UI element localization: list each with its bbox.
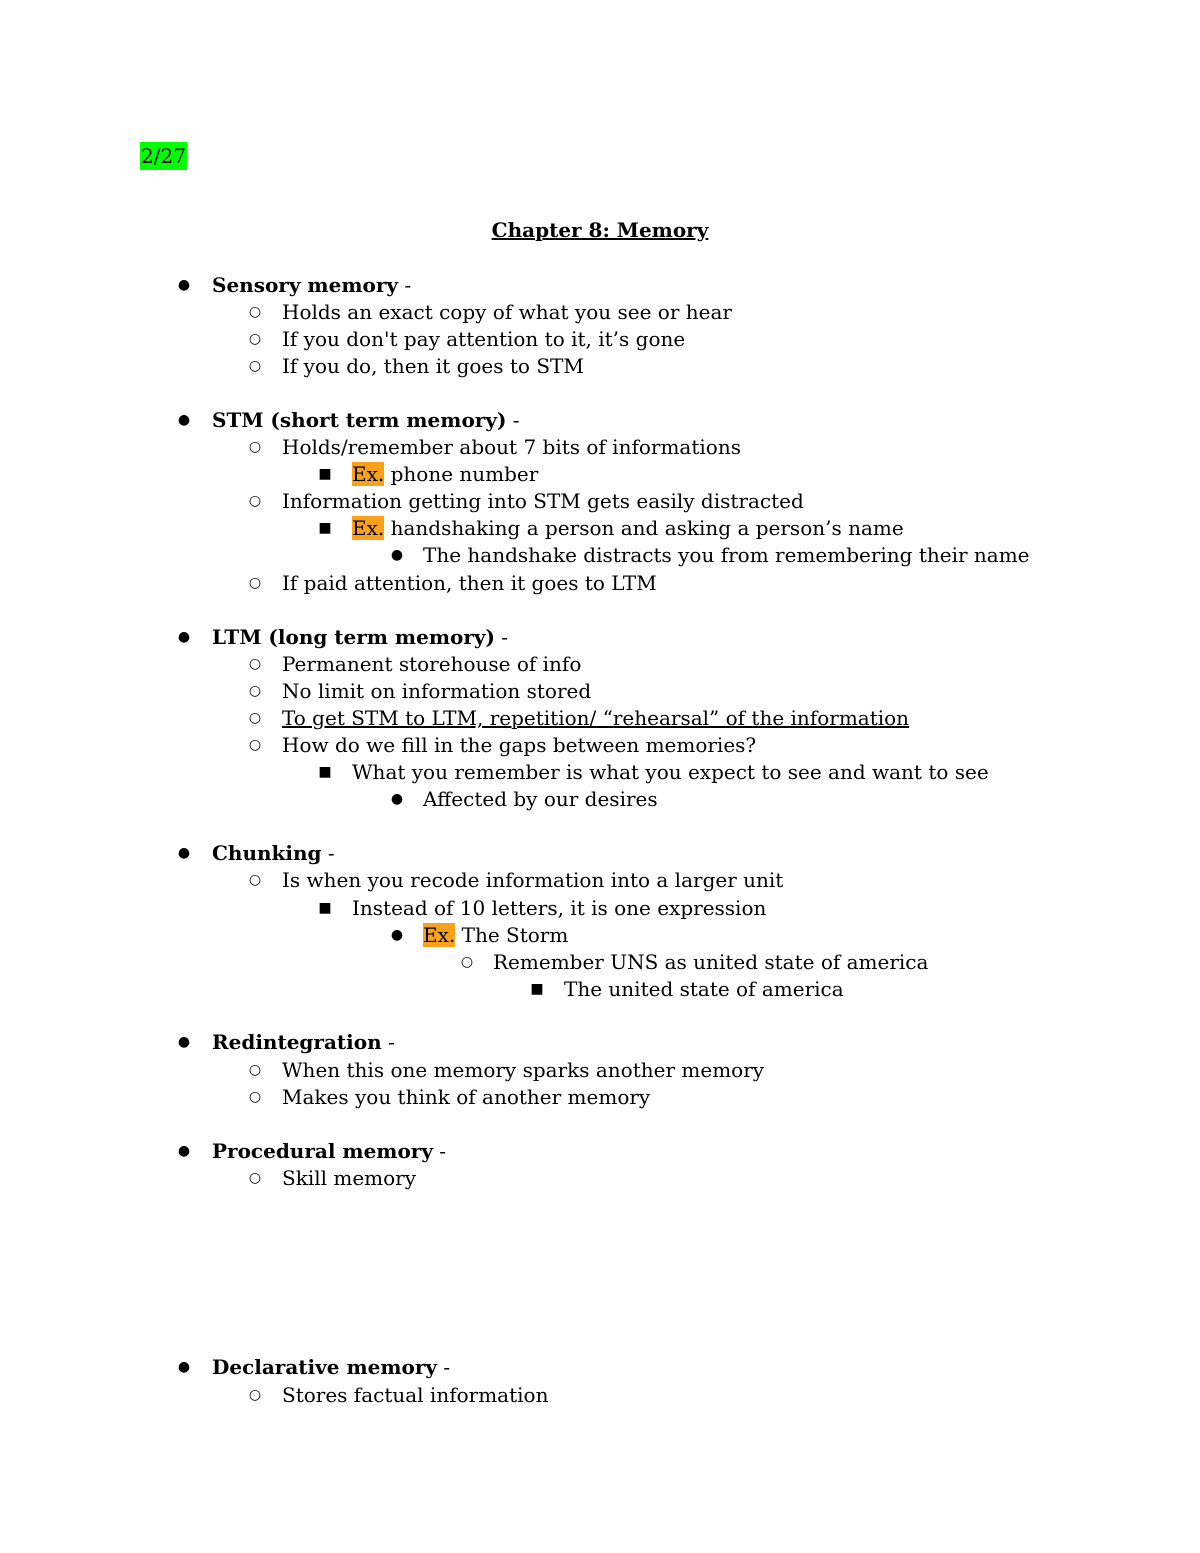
list-item: Makes you think of another memory <box>282 1085 651 1109</box>
square-bullet-icon: ■ <box>318 900 332 916</box>
bullet-icon: ● <box>177 277 191 293</box>
list-item: Stores factual information <box>282 1383 549 1407</box>
list-item: If you do, then it goes to STM <box>282 354 584 378</box>
circle-bullet-icon: ○ <box>248 331 262 347</box>
section-heading-chunking: Chunking - <box>212 841 335 865</box>
list-item: To get STM to LTM, repetition/ “rehearsal” of the information <box>282 706 910 730</box>
example-item: Ex. The Storm <box>423 923 569 947</box>
circle-bullet-icon: ○ <box>248 358 262 374</box>
list-item: Instead of 10 letters, it is one expression <box>352 896 767 920</box>
list-item: Skill memory <box>282 1166 417 1190</box>
bullet-icon: ● <box>177 1034 191 1050</box>
circle-bullet-icon: ○ <box>248 1170 262 1186</box>
list-item: What you remember is what you expect to see and want to see <box>352 760 989 784</box>
square-bullet-icon: ■ <box>318 466 332 482</box>
section-heading-sensory: Sensory memory - <box>212 273 412 297</box>
circle-bullet-icon: ○ <box>248 872 262 888</box>
section-heading-redintegration: Redintegration - <box>212 1030 395 1054</box>
section-heading-stm: STM (short term memory) - <box>212 408 520 432</box>
circle-bullet-icon: ○ <box>248 493 262 509</box>
list-item: Holds/remember about 7 bits of informations <box>282 435 741 459</box>
circle-bullet-icon: ○ <box>248 439 262 455</box>
list-item: No limit on information stored <box>282 679 592 703</box>
section-heading-procedural: Procedural memory - <box>212 1139 447 1163</box>
circle-bullet-icon: ○ <box>460 954 474 970</box>
circle-bullet-icon: ○ <box>248 656 262 672</box>
circle-bullet-icon: ○ <box>248 737 262 753</box>
bullet-icon: ● <box>390 791 404 807</box>
list-item: Is when you recode information into a larger unit <box>282 868 784 892</box>
bullet-icon: ● <box>177 845 191 861</box>
example-item: Ex. phone number <box>352 462 539 486</box>
list-item: Permanent storehouse of info <box>282 652 582 676</box>
list-item: The handshake distracts you from remembering their name <box>423 543 1030 567</box>
square-bullet-icon: ■ <box>318 520 332 536</box>
circle-bullet-icon: ○ <box>248 710 262 726</box>
square-bullet-icon: ■ <box>318 764 332 780</box>
circle-bullet-icon: ○ <box>248 304 262 320</box>
list-item: Affected by our desires <box>423 787 658 811</box>
list-item: Information getting into STM gets easily distracted <box>282 489 804 513</box>
section-heading-ltm: LTM (long term memory) - <box>212 625 509 649</box>
list-item: If you don't pay attention to it, it’s gone <box>282 327 686 351</box>
circle-bullet-icon: ○ <box>248 683 262 699</box>
list-item: The united state of america <box>564 977 844 1001</box>
circle-bullet-icon: ○ <box>248 575 262 591</box>
page-title: Chapter 8: Memory <box>491 218 709 242</box>
section-heading-declarative: Declarative memory - <box>212 1355 451 1379</box>
bullet-icon: ● <box>177 412 191 428</box>
square-bullet-icon: ■ <box>530 981 544 997</box>
list-item: If paid attention, then it goes to LTM <box>282 571 657 595</box>
example-item: Ex. handshaking a person and asking a person’s name <box>352 516 904 540</box>
bullet-icon: ● <box>390 927 404 943</box>
bullet-icon: ● <box>177 629 191 645</box>
bullet-icon: ● <box>390 547 404 563</box>
circle-bullet-icon: ○ <box>248 1089 262 1105</box>
list-item: When this one memory sparks another memory <box>282 1058 765 1082</box>
date-tag: 2/27 <box>141 144 186 168</box>
circle-bullet-icon: ○ <box>248 1062 262 1078</box>
list-item: Holds an exact copy of what you see or hear <box>282 300 732 324</box>
list-item: Remember UNS as united state of america <box>493 950 929 974</box>
bullet-icon: ● <box>177 1359 191 1375</box>
list-item: How do we fill in the gaps between memories? <box>282 733 757 757</box>
bullet-icon: ● <box>177 1143 191 1159</box>
circle-bullet-icon: ○ <box>248 1387 262 1403</box>
